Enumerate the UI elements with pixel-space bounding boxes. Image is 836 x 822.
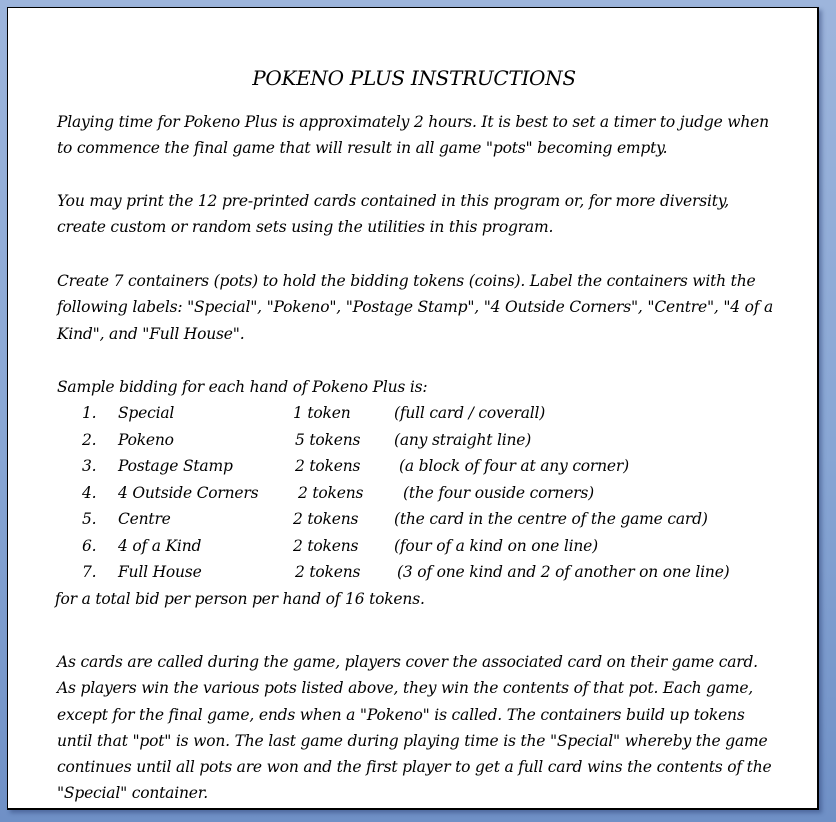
bidding-item-name: 4 Outside Corners xyxy=(118,483,259,502)
bidding-item-name: Pokeno xyxy=(118,430,174,449)
bidding-item-description: (any straight line) xyxy=(394,430,532,449)
paragraph-containers: Create 7 containers (pots) to hold the bidding tokens (coins). Label the containers with the following labels: "Special", "Pokeno", "Postage Stamp", "4 Outside Corners", "Centre", "4 of a Kind", and "Full House". xyxy=(57,272,774,343)
bidding-item-number: 2. xyxy=(82,430,97,449)
bidding-item-description: (the card in the centre of the game card) xyxy=(394,510,708,528)
bidding-item-number: 7. xyxy=(82,563,97,581)
bidding-item-tokens: 2 tokens xyxy=(298,483,364,502)
bidding-item xyxy=(57,533,777,560)
bidding-item-name: Special xyxy=(118,404,175,422)
bidding-item-number: 4. xyxy=(82,483,97,502)
bidding-item xyxy=(57,453,777,480)
bidding-item-description: (a block of four at any corner) xyxy=(399,457,629,475)
bidding-item-tokens: 5 tokens xyxy=(295,430,361,449)
paragraph-bidding-intro: Sample bidding for each hand of Pokeno Plus is: xyxy=(57,378,428,396)
paragraph-playing-time: Playing time for Pokeno Plus is approximately 2 hours. It is best to set a timer to judge when to commence the final game that will result in all game "pots" becoming empty. xyxy=(57,113,769,158)
paragraph-bidding-total: for a total bid per person per hand of 16 tokens. xyxy=(55,590,425,608)
bidding-item-description: (the four ouside corners) xyxy=(403,483,594,502)
bidding-item-description: (four of a kind on one line) xyxy=(394,536,598,555)
bidding-item-name: Full House xyxy=(118,563,202,581)
paragraph-gameplay: As cards are called during the game, players cover the associated card on their game card. As players win the various pots listed above, they win the contents of that pot. Each game, except for the final game, ends when a "Pokeno" is called. The containers build up tokens until that "pot" is won. The last game during playing time is the "Special" whereby the game continues until all pots are won and the first player to get a full card wins the contents of the "Special" container. xyxy=(57,653,772,803)
bidding-item-tokens: 2 tokens xyxy=(293,536,359,555)
bidding-item-number: 3. xyxy=(82,457,97,475)
bidding-item-tokens: 1 token xyxy=(293,404,351,422)
bidding-item-tokens: 2 tokens xyxy=(295,457,361,475)
bidding-item-name: Postage Stamp xyxy=(118,457,233,475)
bidding-list xyxy=(57,400,777,586)
bidding-item-tokens: 2 tokens xyxy=(295,563,361,581)
bidding-item-name: 4 of a Kind xyxy=(118,536,202,555)
bidding-item-number: 6. xyxy=(82,536,97,555)
bidding-item-tokens: 2 tokens xyxy=(293,510,359,528)
bidding-item-description: (3 of one kind and 2 of another on one line) xyxy=(397,563,730,581)
bidding-item-number: 5. xyxy=(82,510,97,528)
bidding-item xyxy=(57,559,777,586)
bidding-item-name: Centre xyxy=(118,510,171,528)
bidding-item xyxy=(57,427,777,454)
bidding-item xyxy=(57,400,777,427)
paragraph-print-cards: You may print the 12 pre-printed cards contained in this program or, for more diversity, create custom or random sets using the utilities in this program. xyxy=(57,192,729,237)
document-page xyxy=(7,7,819,810)
bidding-item xyxy=(57,506,777,533)
bidding-item-description: (full card / coverall) xyxy=(394,404,546,422)
bidding-item xyxy=(57,480,777,507)
document-title: POKENO PLUS INSTRUCTIONS xyxy=(252,66,576,90)
bidding-item-number: 1. xyxy=(82,404,97,422)
